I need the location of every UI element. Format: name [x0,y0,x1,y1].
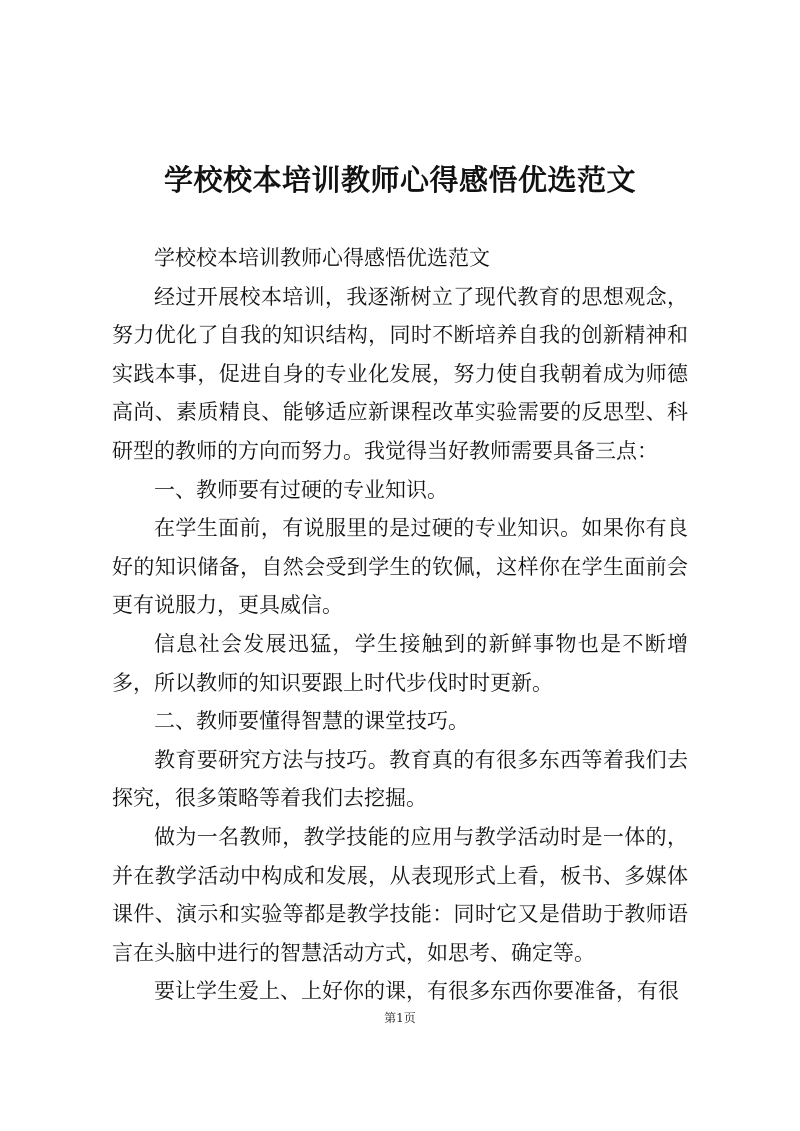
document-body [112,239,688,1011]
document-title: 学校校本培训教师心得感悟优选范文 [163,163,636,197]
paragraph: 信息社会发展迅猛，学生接触到的新鲜事物也是不断增多，所以教师的知识要跟上时代步伐时时更新。 [112,631,688,695]
paragraph: 教育要研究方法与技巧。教育真的有很多东西等着我们去探究，很多策略等着我们去挖掘。 [112,747,688,811]
paragraph: 经过开展校本培训，我逐渐树立了现代教育的思想观念，努力优化了自我的知识结构，同时不断培养自我的创新精神和实践本事，促进自身的专业化发展，努力使自我朝着成为师德高尚、素质精良、能够适应新课程改革实验需要的反思型、科研型的教师的方向而努力。我觉得当好教师需要具备三点： [112,284,688,463]
section-heading: 一、教师要有过硬的专业知识。 [154,477,448,502]
paragraph: 学校校本培训教师心得感悟优选范文 [154,246,490,270]
paragraph: 在学生面前，有说服里的是过硬的专业知识。如果你有良好的知识储备，自然会受到学生的钦佩，这样你在学生面前会更有说服力，更具威信。 [112,516,688,618]
page-number: 第1页 [384,1011,416,1025]
section-heading: 二、教师要懂得智慧的课堂技巧。 [154,709,469,734]
paragraph: 要让学生爱上、上好你的课，有很多东西你要准备，有很 [154,979,679,1004]
paragraph: 做为一名教师，教学技能的应用与教学活动时是一体的，并在教学活动中构成和发展，从表现形式上看，板书、多媒体课件、演示和实验等都是教学技能：同时它又是借助于教师语言在头脑中进行的智慧活动方式，如思考、确定等。 [112,824,688,965]
